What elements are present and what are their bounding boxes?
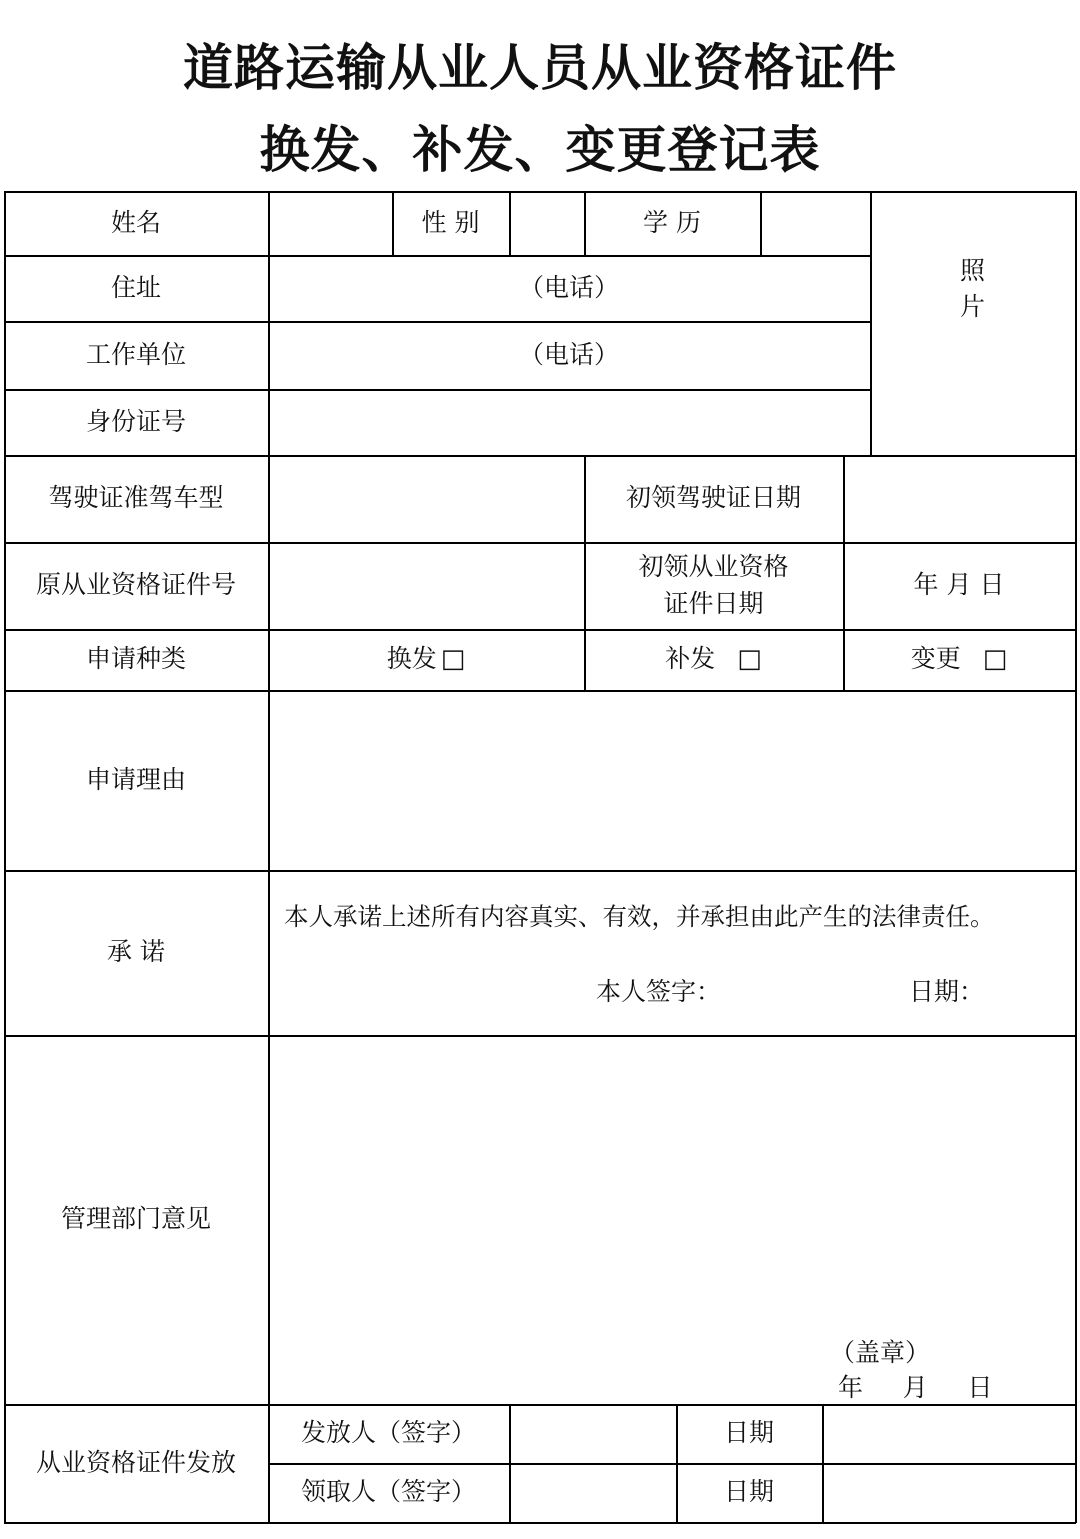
label-gender: 性 别 xyxy=(421,207,480,237)
address-phone-hint: （电话） xyxy=(518,272,619,302)
issuer-date-field[interactable] xyxy=(822,1404,1075,1463)
label-workplace: 工作单位 xyxy=(85,339,186,369)
id-number-field[interactable] xyxy=(268,389,870,455)
address-field[interactable] xyxy=(268,255,870,321)
workplace-field[interactable] xyxy=(268,321,870,389)
name-field[interactable] xyxy=(268,191,392,255)
option-reissue-label: 补发 xyxy=(665,644,716,674)
option-renew-label: 换发 xyxy=(386,644,437,674)
label-mgmt-opinion: 管理部门意见 xyxy=(60,1204,211,1234)
label-address: 住址 xyxy=(110,272,161,302)
original-cert-no-field[interactable] xyxy=(268,542,584,629)
row-line xyxy=(4,1522,1076,1524)
gender-field[interactable] xyxy=(509,191,584,255)
seal-date: 年 月 日 xyxy=(838,1373,993,1402)
sign-date-label: 日期： xyxy=(909,977,985,1006)
workplace-phone-hint: （电话） xyxy=(518,339,619,369)
first-license-date-field[interactable] xyxy=(843,455,1075,542)
photo-box xyxy=(870,191,1075,455)
label-first-cert-date: 初领从业资格 证件日期 xyxy=(638,552,789,618)
receiver-field[interactable] xyxy=(509,1463,676,1522)
seal-label: （盖章） xyxy=(830,1338,931,1367)
label-cert-issue: 从业资格证件发放 xyxy=(35,1447,236,1477)
apply-reason-field[interactable] xyxy=(268,690,1075,870)
option-change[interactable] xyxy=(843,629,1075,690)
label-license-class: 驾驶证准驾车型 xyxy=(48,483,224,513)
promise-text: 本人承诺上述所有内容真实、有效，并承担由此产生的法律责任。 xyxy=(284,902,995,931)
option-reissue[interactable] xyxy=(584,629,843,690)
checkbox-change[interactable]: □ xyxy=(982,643,1008,674)
label-promise: 承 诺 xyxy=(107,937,165,967)
option-change-label: 变更 xyxy=(910,644,961,674)
checkbox-renew[interactable]: □ xyxy=(440,643,466,674)
label-original-cert-no: 原从业资格证件号 xyxy=(35,570,236,600)
label-photo: 照 片 xyxy=(959,255,985,321)
label-id-number: 身份证号 xyxy=(85,406,186,436)
label-issuer-date: 日期 xyxy=(723,1418,774,1448)
license-class-field[interactable] xyxy=(268,455,584,542)
education-field[interactable] xyxy=(760,191,870,255)
form-title-line2: 换发、补发、变更登记表 xyxy=(259,121,821,179)
receiver-date-field[interactable] xyxy=(822,1463,1075,1522)
label-name: 姓名 xyxy=(110,207,161,237)
checkbox-reissue[interactable]: □ xyxy=(737,643,762,674)
label-receiver-date: 日期 xyxy=(723,1477,774,1507)
col-line xyxy=(1075,191,1077,1523)
label-apply-reason: 申请理由 xyxy=(85,764,186,794)
label-first-license-date: 初领驾驶证日期 xyxy=(625,483,801,513)
label-apply-type: 申请种类 xyxy=(85,644,186,674)
label-issuer: 发放人（签字） xyxy=(300,1418,476,1448)
issuer-field[interactable] xyxy=(509,1404,676,1463)
label-education: 学 历 xyxy=(643,207,701,237)
option-renew[interactable] xyxy=(268,629,584,690)
label-receiver: 领取人（签字） xyxy=(300,1477,476,1507)
sign-label: 本人签字： xyxy=(596,977,722,1006)
first-cert-date-field[interactable]: 年 月 日 xyxy=(913,570,1005,600)
form-title-line1: 道路运输从业人员从业资格证件 xyxy=(183,39,897,97)
